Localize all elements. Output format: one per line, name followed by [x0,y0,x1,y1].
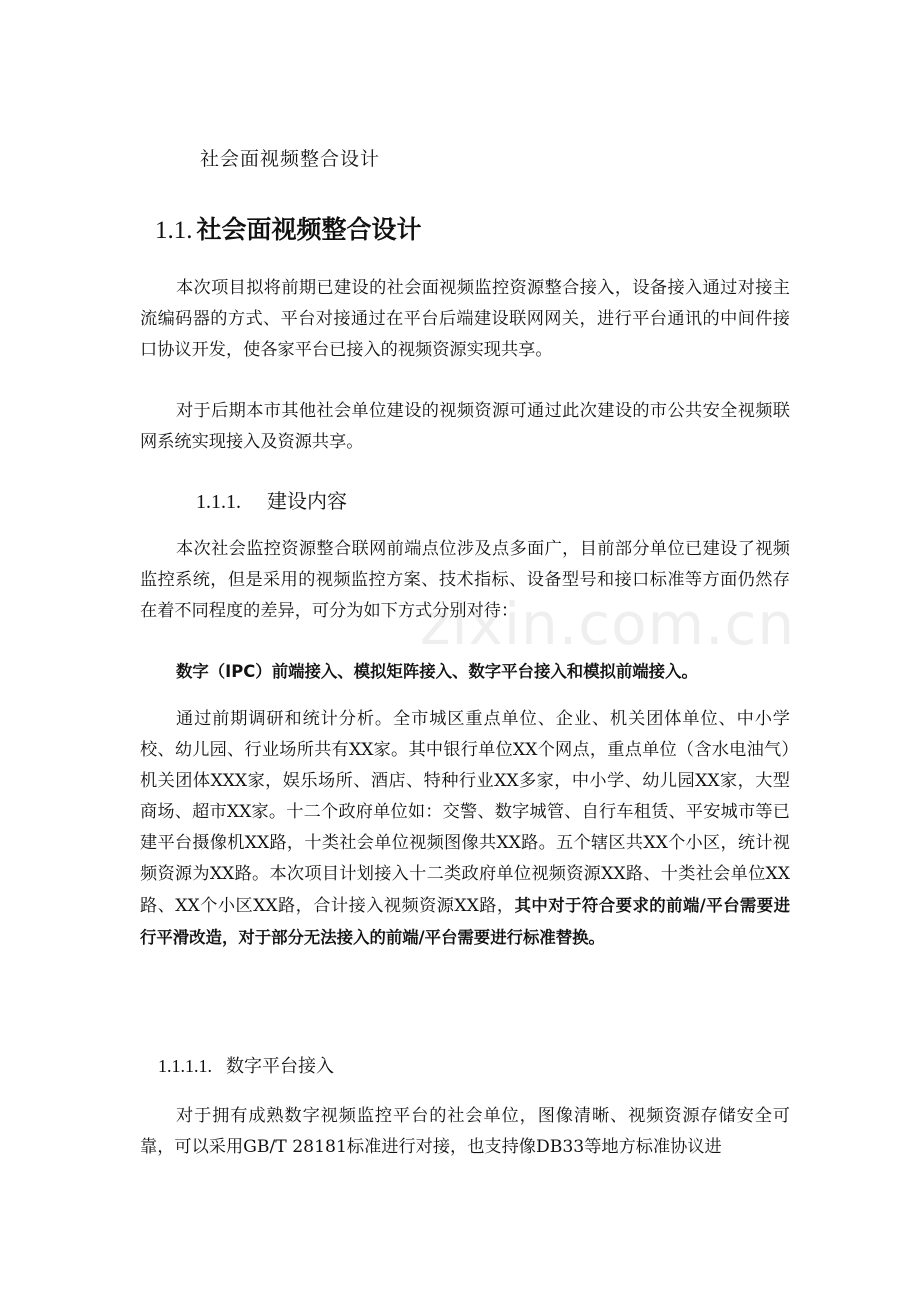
paragraph: 本次社会监控资源整合联网前端点位涉及点多面广，目前部分单位已建设了视频监控系统，但是采用的视频监控方案、技术指标、设备型号和接口标准等方面仍然存在着不同程度的差异，可分为如下方式分别对待： [140,539,790,621]
paragraph-normal-text: 通过前期调研和统计分析。全市城区重点单位、企业、机关团体单位、中小学校、幼儿园、行业场所共有XX家。其中银行单位XX个网点，重点单位（含水电油气）机关团体XXX家，娱乐场所、酒店、特种行业XX多家，中小学、幼儿园XX家，大型商场、超市XX家。十二个政府单位如：交警、数字城管、自行车租赁、平安城市等已建平台摄像机XX路，十类社会单位视频图像共XX路。五个辖区共XX个小区，统计视频资源为XX路。本次项目计划接入十二类政府单位视频资源XX路、十类社会单位XX路、XX个小区XX路，合计接入视频资源XX路， [140,709,790,916]
section-heading-1-1-1 [196,485,347,514]
paragraph [140,704,790,954]
paragraph: 对于后期本市其他社会单位建设的视频资源可通过此次建设的市公共安全视频联网系统实现接入及资源共享。 [140,401,790,452]
section-heading-text: 社会面视频整合设计 [196,215,422,244]
section-number: 1.1. [155,217,193,244]
section-heading-1-1 [155,210,422,246]
section-number: 1.1.1.1. [158,1056,212,1076]
document-title: 社会面视频整合设计 [200,148,381,170]
section-number: 1.1.1. [196,491,241,513]
section-heading-text: 建设内容 [267,489,347,513]
bold-paragraph: 数字（IPC）前端接入、模拟矩阵接入、数字平台接入和模拟前端接入。 [176,662,698,681]
section-heading-1-1-1-1 [158,1052,334,1078]
paragraph-bold-text: 其中对于符合要求的前端/平台需要进行平滑改造，对于部分无法接入的前端/平台需要进行标准替换。 [140,896,790,947]
paragraph: 对于拥有成熟数字视频监控平台的社会单位，图像清晰、视频资源存储安全可靠，可以采用GB/T 28181标准进行对接，也支持像DB33等地方标准协议进 [140,1106,790,1157]
section-heading-text: 数字平台接入 [226,1056,334,1077]
paragraph: 本次项目拟将前期已建设的社会面视频监控资源整合接入，设备接入通过对接主流编码器的方式、平台对接通过在平台后端建设联网网关，进行平台通讯的中间件接口协议开发，使各家平台已接入的视频资源实现共享。 [140,278,790,360]
watermark: zixin.com.cn [420,590,796,658]
